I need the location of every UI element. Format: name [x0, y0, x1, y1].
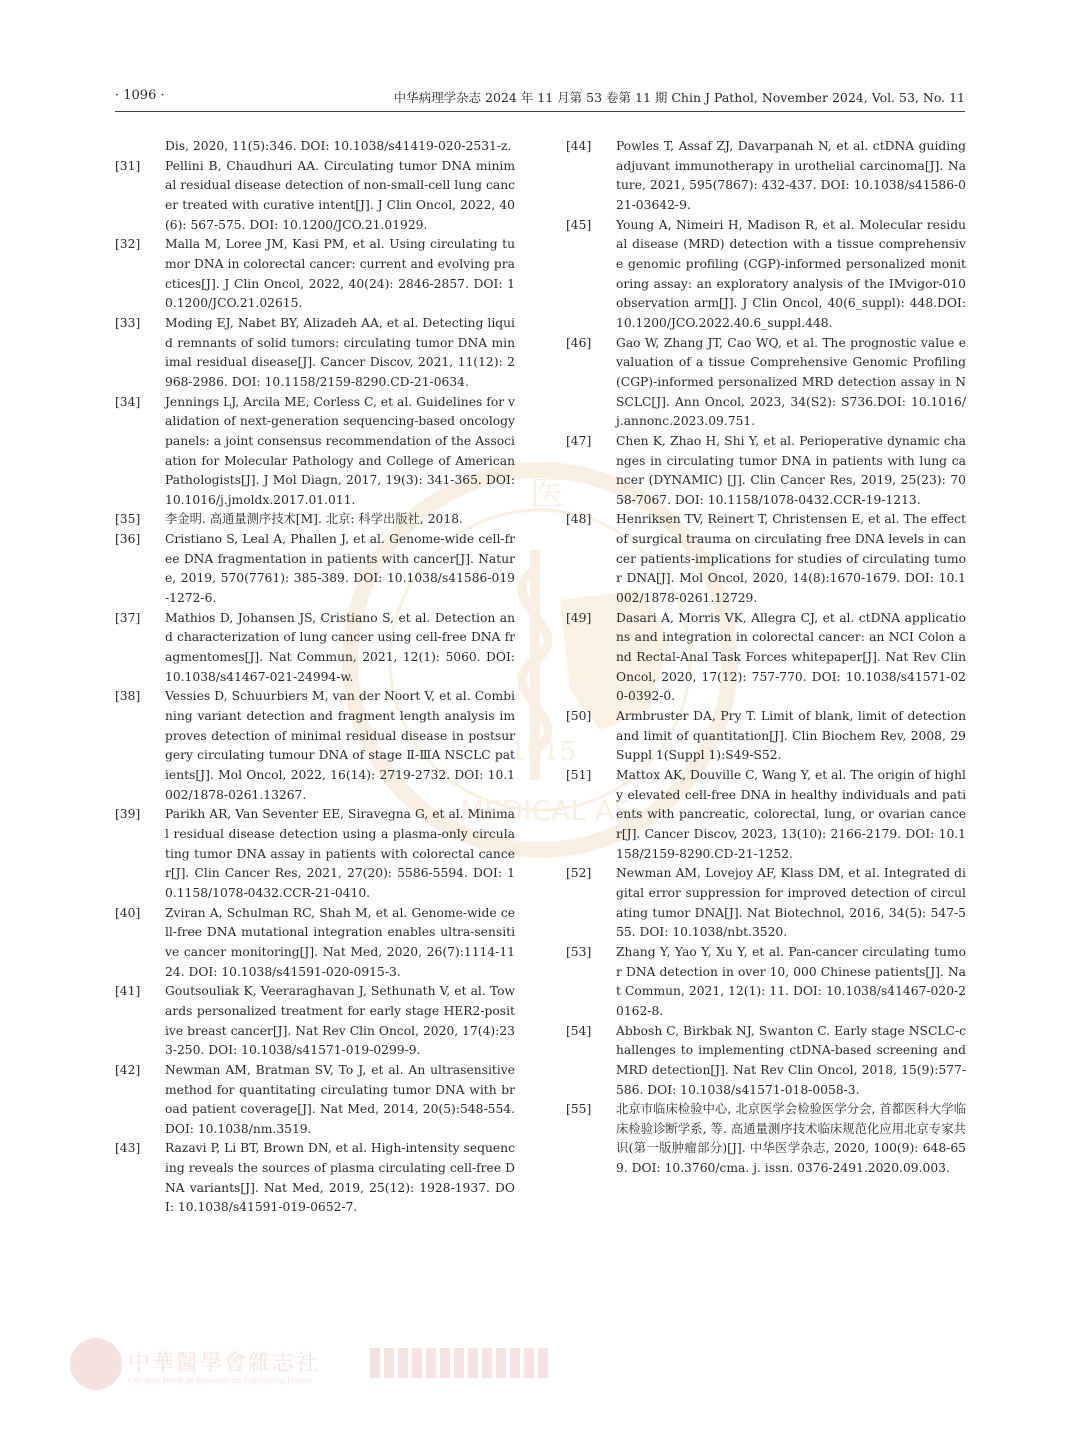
- reference-item: [566, 766, 966, 864]
- reference-item: [115, 687, 515, 805]
- page-header: [115, 86, 965, 112]
- publisher-footer-logo: [70, 1338, 490, 1398]
- watermark-staff: [530, 550, 540, 780]
- reference-number: [42]: [115, 1062, 141, 1077]
- reference-item: [115, 609, 515, 688]
- references-right-column: [566, 137, 966, 1179]
- reference-number: [43]: [115, 1141, 141, 1156]
- reference-number: [48]: [566, 512, 592, 527]
- reference-number: [45]: [566, 217, 592, 232]
- reference-text: Newman AM, Lovejoy AF, Klass DM, et al. Integrated digital error suppression for improved detection of circulating tumor DNA[J]. Nat Biotechnol, 2016, 34(5): 547-555. DOI: 10.1038/nbt.3520.: [616, 866, 966, 940]
- reference-number: [41]: [115, 984, 141, 999]
- reference-number: [34]: [115, 394, 141, 409]
- publisher-name: 中華醫學會雜志社: [128, 1351, 321, 1376]
- reference-text: Powles T, Assaf ZJ, Davarpanah N, et al. ctDNA guiding adjuvant immunotherapy in urothelial carcinoma[J]. Nature, 2021, 595(7867): 432-437. DOI: 10.1038/s41586-021-03642-9.: [616, 139, 966, 212]
- reference-text: Goutsouliak K, Veeraraghavan J, Sethunath V, et al. Towards personalized treatment for early stage HER2-positive breast cancer[J]. Nat Rev Clin Oncol, 2020, 17(4):233-250. DOI: 10.1038/s41571-019-0299-9.: [165, 984, 515, 1058]
- reference-item: [115, 393, 515, 511]
- reference-number: [53]: [566, 944, 592, 959]
- page-number: · 1096 ·: [115, 88, 165, 103]
- publisher-subtitle: Chinese Medical Association Publishing House: [128, 1376, 313, 1385]
- reference-item: [566, 432, 966, 511]
- reference-item: [115, 1139, 515, 1218]
- reference-text: Cristiano S, Leal A, Phallen J, et al. Genome-wide cell-free DNA fragmentation in patients with cancer[J]. Nature, 2019, 570(7761): 385-389. DOI: 10.1038/s41586-019-1272-6.: [165, 532, 515, 606]
- reference-text: Zviran A, Schulman RC, Shah M, et al. Genome-wide cell-free DNA mutational integration enables ultra-sensitive cancer monitoring[J]. Nat Med, 2020, 26(7):1114-1124. DOI: 10.1038/s41591-020-0915-3.: [165, 905, 515, 979]
- reference-text: Chen K, Zhao H, Shi Y, et al. Perioperative dynamic changes in circulating tumor DNA in patients with lung cancer (DYNAMIC) [J]. Clin Cancer Res, 2019, 25(23): 7058-7067. DOI: 10.1158/1078-0432.CCR-19-1213.: [616, 433, 966, 507]
- reference-item: [566, 1100, 966, 1179]
- watermark-serpent: [522, 570, 548, 750]
- reference-text: Armbruster DA, Pry T. Limit of blank, limit of detection and limit of quantitation[J]. Clin Biochem Rev, 2008, 29Suppl 1(Suppl 1):S49-S52.: [616, 709, 966, 763]
- reference-number: [38]: [115, 689, 141, 704]
- references-left-column: [115, 137, 515, 1218]
- reference-number: [36]: [115, 532, 141, 547]
- reference-item: [115, 137, 515, 157]
- reference-text: Moding EJ, Nabet BY, Alizadeh AA, et al. Detecting liquid remnants of solid tumors: circulating tumor DNA minimal residual disease[J]. Cancer Discov, 2021, 11(12): 2968-2986. DOI: 10.1158/2159-8290.CD-21-0634.: [165, 315, 515, 389]
- reference-number: [46]: [566, 335, 592, 350]
- reference-item: [566, 943, 966, 1022]
- reference-item: [566, 216, 966, 334]
- reference-item: [115, 314, 515, 393]
- reference-number: [33]: [115, 315, 141, 330]
- reference-text: Abbosh C, Birkbak NJ, Swanton C. Early stage NSCLC-challenges to implementing ctDNA-based screening and MRD detection[J]. Nat Rev Clin Oncol, 2018, 15(9):577-586. DOI: 10.1038/s41571-018-0058-3.: [616, 1023, 966, 1097]
- reference-text: 李金明. 高通量测序技术[M]. 北京: 科学出版社, 2018.: [165, 512, 463, 527]
- reference-item: [115, 235, 515, 314]
- reference-item: [566, 707, 966, 766]
- reference-text: Jennings LJ, Arcila ME, Corless C, et al. Guidelines for validation of next-generation sequencing-based oncology panels: a joint consensus recommendation of the Association for Molecular Pathology and College of American Pathologists[J]. J Mol Diagn, 2017, 19(3): 341-365. DOI: 10.1016/j.jmoldx.2017.01.011.: [165, 394, 515, 507]
- reference-item: [566, 609, 966, 707]
- reference-text: Parikh AR, Van Seventer EE, Siravegna G, et al. Minimal residual disease detection using a plasma-only circulating tumor DNA assay in patients with colorectal cancer[J]. Clin Cancer Res, 2021, 27(20): 5586-5594. DOI: 10.1158/1078-0432.CCR-21-0410.: [165, 807, 515, 900]
- reference-text: Gao W, Zhang JT, Cao WQ, et al. The prognostic value evaluation of a tissue Comprehensive Genomic Profiling (CGP)-informed personalized MRD detection assay in NSCLC[J]. Ann Oncol, 2023, 34(S2): S736.DOI: 10.1016/j.annonc.2023.09.751.: [616, 335, 966, 429]
- reference-text: Razavi P, Li BT, Brown DN, et al. High-intensity sequencing reveals the sources of plasma circulating cell-free DNA variants[J]. Nat Med, 2019, 25(12): 1928-1937. DOI: 10.1038/s41591-019-0652-7.: [165, 1141, 515, 1215]
- reference-number: [55]: [566, 1102, 592, 1117]
- watermark-text: MEDICAL AS: [460, 794, 632, 827]
- reference-text: Malla M, Loree JM, Kasi PM, et al. Using circulating tumor DNA in colorectal cancer: current and evolving practices[J]. J Clin Oncol, 2022, 40(24): 2846-2857. DOI: 10.1200/JCO.21.02615.: [165, 237, 515, 311]
- reference-number: [44]: [566, 139, 592, 153]
- reference-number: [49]: [566, 610, 592, 625]
- reference-item: [115, 982, 515, 1061]
- reference-text: Pellini B, Chaudhuri AA. Circulating tumor DNA minimal residual disease detection of non-small-cell lung cancer treated with curative intent[J]. J Clin Oncol, 2022, 40(6): 567-575. DOI: 10.1200/JCO.21.01929.: [165, 158, 515, 232]
- reference-text: Mattox AK, Douville C, Wang Y, et al. The origin of highly elevated cell-free DNA in healthy individuals and patients with pancreatic, colorectal, lung, or ovarian cancer[J]. Cancer Discov, 2023, 13(10): 2166-2179. DOI: 10.1158/2159-8290.CD-21-1252.: [616, 768, 966, 861]
- reference-item: [115, 510, 515, 530]
- reference-item: [566, 1022, 966, 1101]
- reference-item: [115, 1061, 515, 1140]
- reference-text: Young A, Nimeiri H, Madison R, et al. Molecular residual disease (MRD) detection with a tissue comprehensive genomic profiling (CGP)-informed personalized monitoring assay: an exploratory analysis of the IMvigor-010 observation arm[J]. J Clin Oncol, 40(6_suppl): 448.DOI: 10.1200/JCO.2022.40.6_suppl.448.: [616, 217, 966, 330]
- reference-number: [40]: [115, 905, 141, 920]
- reference-number: [50]: [566, 709, 592, 724]
- reference-text: Newman AM, Bratman SV, To J, et al. An ultrasensitive method for quantitating circulating tumor DNA with broad patient coverage[J]. Nat Med, 2014, 20(5):548-554. DOI: 10.1038/nm.3519.: [165, 1062, 515, 1136]
- reference-number: [54]: [566, 1023, 592, 1038]
- reference-number: [35]: [115, 512, 141, 527]
- reference-text: Dis, 2020, 11(5):346. DOI: 10.1038/s41419-020-2531-z.: [165, 139, 512, 153]
- reference-number: [37]: [115, 610, 141, 625]
- reference-number: [31]: [115, 158, 141, 173]
- reference-text: Zhang Y, Yao Y, Xu Y, et al. Pan-cancer circulating tumor DNA detection in over 10, 000 Chinese patients[J]. Nat Commun, 2021, 12(1): 11. DOI: 10.1038/s41467-020-20162-8.: [616, 944, 966, 1018]
- reference-text: Vessies D, Schuurbiers M, van der Noort V, et al. Combining variant detection and fragment length analysis improves detection of minimal residual disease in postsurgery circulating tumour DNA of stage Ⅱ-ⅢA NSCLC patients[J]. Mol Oncol, 2022, 16(14): 2719-2732. DOI: 10.1002/1878-0261.13267.: [165, 689, 515, 802]
- reference-item: [566, 510, 966, 608]
- reference-item: [566, 137, 966, 216]
- reference-number: [47]: [566, 433, 592, 448]
- reference-text: Dasari A, Morris VK, Allegra CJ, et al. ctDNA applications and integration in colorectal cancer: an NCI Colon and Rectal-Anal Task Forces whitepaper[J]. Nat Rev Clin Oncol, 2020, 17(12): 757-770. DOI: 10.1038/s41571-020-0392-0.: [616, 610, 966, 704]
- watermark-year: 1915: [510, 737, 577, 767]
- publisher-brand-mark: [370, 1348, 550, 1378]
- reference-item: [115, 157, 515, 236]
- reference-text: Mathios D, Johansen JS, Cristiano S, et al. Detection and characterization of lung cancer using cell-free DNA fragmentomes[J]. Nat Commun, 2021, 12(1): 5060. DOI: 10.1038/s41467-021-24994-w.: [165, 610, 515, 684]
- reference-item: [566, 864, 966, 943]
- publisher-emblem-icon: [70, 1338, 122, 1390]
- reference-number: [51]: [566, 768, 592, 782]
- reference-item: [566, 334, 966, 432]
- reference-number: [39]: [115, 807, 141, 822]
- reference-number: [52]: [566, 866, 592, 881]
- reference-text: Henriksen TV, Reinert T, Christensen E, et al. The effect of surgical trauma on circulating free DNA levels in cancer patients-implications for studies of circulating tumor DNA[J]. Mol Oncol, 2020, 14(8):1670-1679. DOI: 10.1002/1878-0261.12729.: [616, 512, 966, 606]
- reference-item: [115, 530, 515, 609]
- reference-text: 北京市临床检验中心, 北京医学会检验医学分会, 首都医科大学临床检验诊断学系, 等. 高通量测序技术临床规范化应用北京专家共识(第一版肿瘤部分)[J]. 中华医学杂志, 2020, 100(9): 648-659. DOI: 10.3760/cma. j. issn. 0376-2491.2020.09.003.: [616, 1102, 966, 1176]
- reference-item: [115, 904, 515, 983]
- journal-title: 中华病理学杂志 2024 年 11 月第 53 卷第 11 期 Chin J Pathol, November 2024, Vol. 53, No. 11: [393, 90, 965, 105]
- watermark-character-1: 医: [530, 474, 564, 514]
- reference-number: [32]: [115, 237, 141, 252]
- reference-item: [115, 805, 515, 903]
